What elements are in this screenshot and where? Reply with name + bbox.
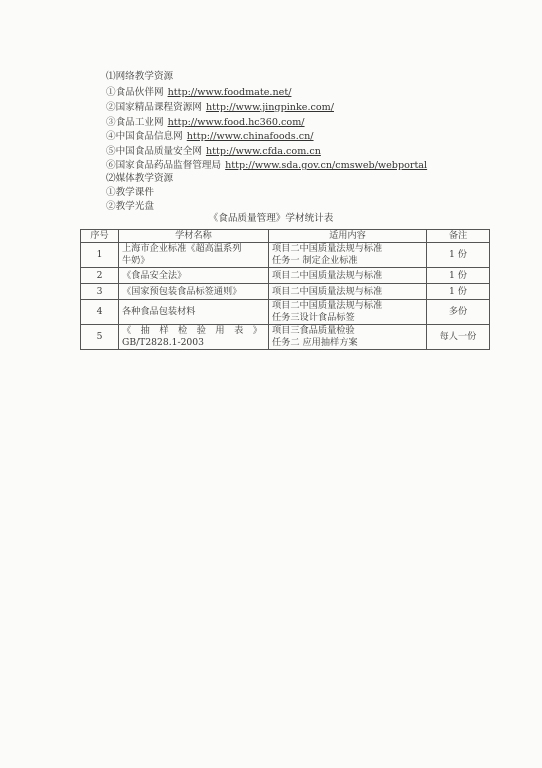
media-resources-heading: ⑵媒体教学资源 (106, 173, 174, 184)
applicable-content (269, 268, 427, 284)
material-name-line: GB/T2828.1-2003 (122, 337, 204, 348)
material-name-line: 牛奶》 (122, 255, 150, 266)
content-line: 项目二中国质量法规与标准 (272, 269, 383, 281)
table-caption: 《食品质量管理》学材统计表 (208, 213, 334, 224)
header-cell: 序号 (81, 230, 119, 243)
material-name-line: 各种食品包装材料 (122, 306, 196, 317)
table-header-row (81, 230, 490, 243)
material-name-line: 《抽样检验用表》 (122, 325, 265, 336)
material-name (119, 284, 269, 300)
material-name (119, 300, 269, 325)
table-row (81, 300, 490, 325)
table-row (81, 284, 490, 300)
resource-link-row (106, 116, 305, 129)
material-name (119, 325, 269, 350)
header-cell: 备注 (427, 230, 490, 243)
content-line: 项目二中国质量法规与标准 (272, 285, 383, 297)
row-number: 5 (81, 325, 119, 350)
row-number: 4 (81, 300, 119, 325)
applicable-content (269, 300, 427, 325)
row-note: 多份 (427, 300, 490, 325)
resource-link-row (106, 86, 291, 99)
header-cell: 学材名称 (119, 230, 269, 243)
material-name (119, 268, 269, 284)
row-note: 1 份 (427, 243, 490, 268)
table-row (81, 268, 490, 284)
resource-link-row (106, 130, 314, 143)
resource-link-row (106, 101, 334, 114)
applicable-content (269, 325, 427, 350)
content-line: 项目二中国质量法规与标准 (272, 300, 383, 311)
material-name-line: 《国家预包装食品标签通则》 (122, 285, 242, 297)
resource-url-link[interactable]: http://www.sda.gov.cn/cmsweb/webportal (225, 160, 428, 171)
row-number: 2 (81, 268, 119, 284)
materials-table (80, 229, 490, 350)
applicable-content (269, 243, 427, 268)
resource-url-link[interactable]: http://www.cfda.com.cn (205, 146, 321, 157)
content-line: 任务一 制定企业标准 (272, 255, 358, 266)
resource-url-link[interactable]: http://www.foodmate.net/ (167, 87, 292, 98)
content-line: 任务二 应用抽样方案 (272, 337, 358, 348)
media-item: ①教学课件 (106, 187, 154, 198)
content-line: 任务三设计食品标签 (272, 312, 355, 323)
row-note: 每人一份 (427, 325, 490, 350)
table-row (81, 243, 490, 268)
row-number: 1 (81, 243, 119, 268)
row-note: 1 份 (427, 268, 490, 284)
row-note: 1 份 (427, 284, 490, 300)
resource-label: ④中国食品信息网 (106, 131, 183, 142)
resource-link-row (106, 159, 427, 172)
resource-label: ②国家精品课程资源网 (106, 102, 202, 113)
resource-url-link[interactable]: http://www.chinafoods.cn/ (186, 131, 314, 142)
content-line: 项目三食品质量检验 (272, 325, 355, 336)
media-item: ②教学光盘 (106, 201, 154, 212)
applicable-content (269, 284, 427, 300)
header-cell: 适用内容 (269, 230, 427, 243)
resource-link-row (106, 145, 321, 158)
resource-label: ⑥国家食品药品监督管理局 (106, 160, 222, 171)
table-row (81, 325, 490, 350)
material-name (119, 243, 269, 268)
resource-label: ⑤中国食品质量安全网 (106, 146, 202, 157)
resource-url-link[interactable]: http://www.food.hc360.com/ (167, 117, 305, 128)
network-resources-heading: ⑴网络教学资源 (106, 71, 174, 82)
content-line: 项目二中国质量法规与标准 (272, 243, 383, 254)
resource-label: ①食品伙伴网 (106, 87, 164, 98)
material-name-line: 《食品安全法》 (122, 269, 187, 281)
material-name-line: 上海市企业标准《超高温系列 (122, 243, 242, 254)
resource-url-link[interactable]: http://www.jingpinke.com/ (205, 102, 334, 113)
resource-label: ③食品工业网 (106, 117, 164, 128)
row-number: 3 (81, 284, 119, 300)
